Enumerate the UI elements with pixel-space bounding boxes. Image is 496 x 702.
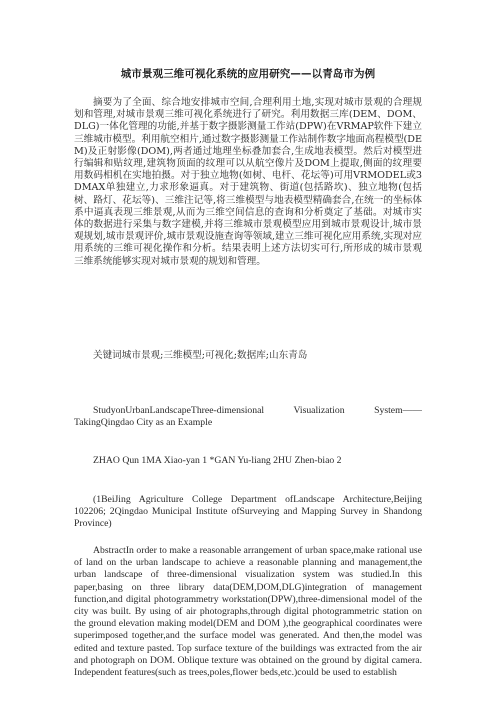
- english-affiliation: (1BeiJing Agriculture College Department ofLandscape Architecture,Beijing 102206; 2Qingdao Municipal Institute ofSurveying and Mapping Survey in Shandong Province): [74, 494, 422, 530]
- english-abstract: AbstractIn order to make a reasonable arrangement of urban space,make rational use of land on the urban landscape to achieve a reasonable planning and management,the urban landscape of three-dimensional visualization system was studied.In this paper,basing on three library data(DEM,DOM,DLG)integration of management function,and digital photogrammetry workstation(DPW),three-dimensional model of the city was built. By using of air photographs,through digital photogrammetric station on the ground elevation making model(DEM and DOM ),the geographical coordinates were superimposed together,and the surface model was generated. And then,the model was edited and texture pasted. Top surface texture of the buildings was extracted from the air and photograph on DOM. Oblique texture was obtained on the ground by digital camera. Independent features(such as trees,poles,flower beds,etc.)could be used to establish: [74, 545, 422, 679]
- english-title: StudyonUrbanLandscapeThree-dimensional Visualization System——TakingQingdao City as an Example: [74, 405, 422, 429]
- document-title: 城市景观三维可视化系统的应用研究——以青岛市为例: [120, 68, 376, 80]
- chinese-abstract: 摘要为了全面、综合地安排城市空间,合理利用土地,实现对城市景观的合理规划和管理,对城市景观三维可视化系统进行了研究。利用数据三库(DEM、DOM、DLG)一体化管理的功能,并基于数字摄影测量工作站(DPW)在VRMAP软件下建立三维城市模型。利用航空相片,通过数字摄影测量工作站制作数字地面高程模型(DEM)及正射影像(DOM),两者通过地理坐标叠加套合,生成地表模型。然后对模型进行编辑和贴纹理,建筑物顶面的纹理可以从航空像片及DOM上提取,侧面的纹理要用数码相机在实地拍摄。对于独立地物(如树、电杆、花坛等)可用VRMODEL或3DMAX单独建立,力求形象逼真。对于建筑物、街道(包括路坎)、独立地物(包括树、路灯、花坛等)、三维注记等,将三维模型与地表模型精确套合,在统一的坐标体系中逼真表现三维景观,从而为三维空间信息的查询和分析奠定了基础。对城市实体的数据进行采集与数字建模,并将三维城市景观模型应用到城市景观设计,城市景观规划,城市景观评价,城市景观设施查询等领域,建立三维可视化应用系统,实现对应用系统的三维可视化操作和分析。结果表明上述方法切实可行,所形成的城市景观三维系统能够实现对城市景观的规划和管理。: [74, 97, 422, 267]
- chinese-keywords: 关键词城市景观;三维模型;可视化;数据库;山东青岛: [93, 350, 308, 361]
- english-authors: ZHAO Qun 1MA Xiao-yan 1 *GAN Yu-liang 2HU Zhen-biao 2: [93, 455, 342, 466]
